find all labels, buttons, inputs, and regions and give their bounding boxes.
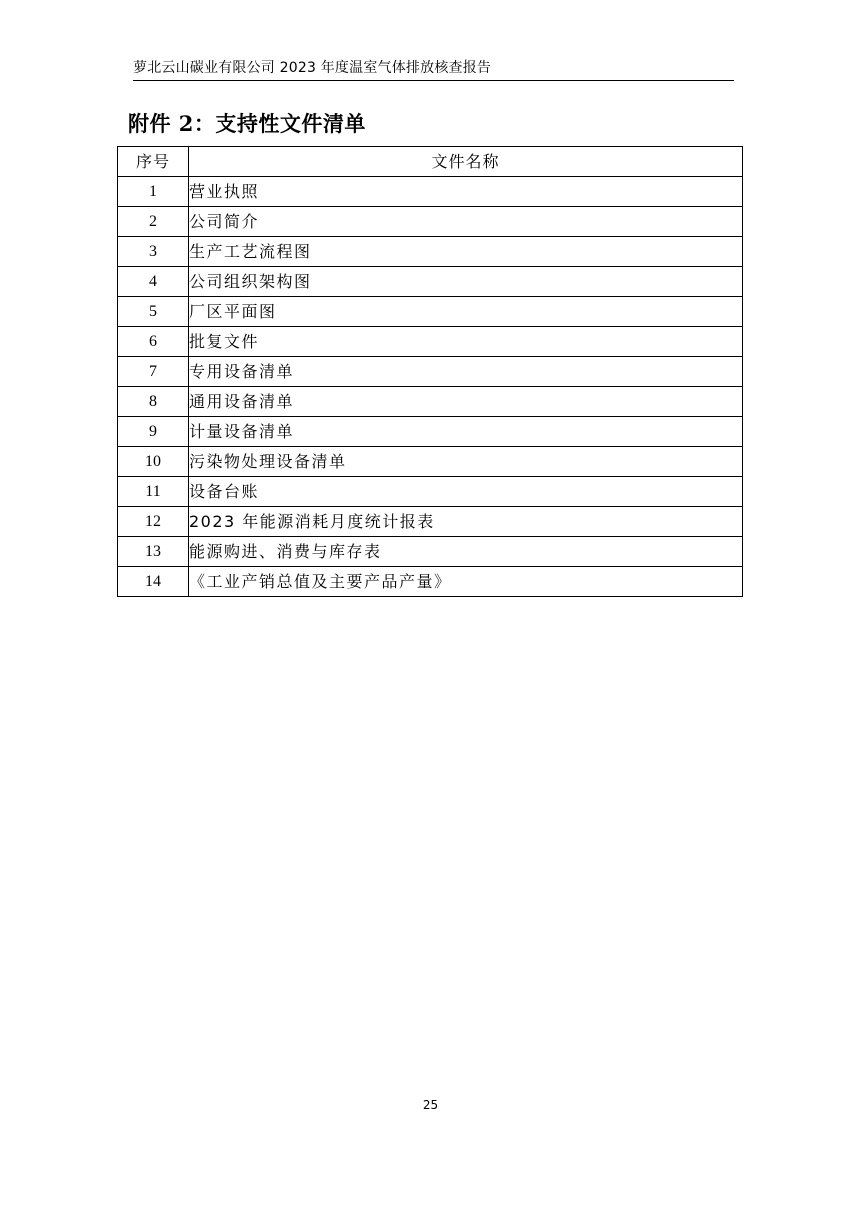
table-row [118,267,743,297]
document-name: 通用设备清单 [189,387,743,417]
row-number: 7 [118,357,189,387]
page-header [133,58,734,81]
document-name: 生产工艺流程图 [189,237,743,267]
row-number: 13 [118,537,189,567]
document-name: 公司组织架构图 [189,267,743,297]
table-header-row [118,147,743,177]
table-row [118,477,743,507]
row-number: 11 [118,477,189,507]
row-number: 2 [118,207,189,237]
row-number: 1 [118,177,189,207]
header-text: 萝北云山碳业有限公司 2023 年度温室气体排放核查报告 [133,60,492,76]
row-number: 6 [118,327,189,357]
row-number: 5 [118,297,189,327]
table-row [118,387,743,417]
document-name: 批复文件 [189,327,743,357]
row-number: 4 [118,267,189,297]
table-row [118,567,743,597]
row-number: 8 [118,387,189,417]
row-number: 12 [118,507,189,537]
page-title: 附件 2：支持性文件清单 [128,111,366,136]
document-name: 2023 年能源消耗月度统计报表 [189,507,743,537]
table-row [118,327,743,357]
document-name: 厂区平面图 [189,297,743,327]
table-row [118,447,743,477]
row-number: 9 [118,417,189,447]
document-name: 营业执照 [189,177,743,207]
row-number: 10 [118,447,189,477]
header-document-name: 文件名称 [189,147,743,177]
document-name: 计量设备清单 [189,417,743,447]
header-serial-number: 序号 [118,147,189,177]
table-row [118,207,743,237]
table-row [118,177,743,207]
supporting-documents-table [117,146,743,597]
document-name: 能源购进、消费与库存表 [189,537,743,567]
table-row [118,507,743,537]
document-name: 公司简介 [189,207,743,237]
table-row [118,237,743,267]
document-name: 设备台账 [189,477,743,507]
page-number: 25 [422,1098,439,1112]
table-row [118,297,743,327]
table-row [118,357,743,387]
document-name: 专用设备清单 [189,357,743,387]
row-number: 3 [118,237,189,267]
document-name: 污染物处理设备清单 [189,447,743,477]
table-row [118,417,743,447]
document-name: 《工业产销总值及主要产品产量》 [189,567,743,597]
row-number: 14 [118,567,189,597]
table-row [118,537,743,567]
